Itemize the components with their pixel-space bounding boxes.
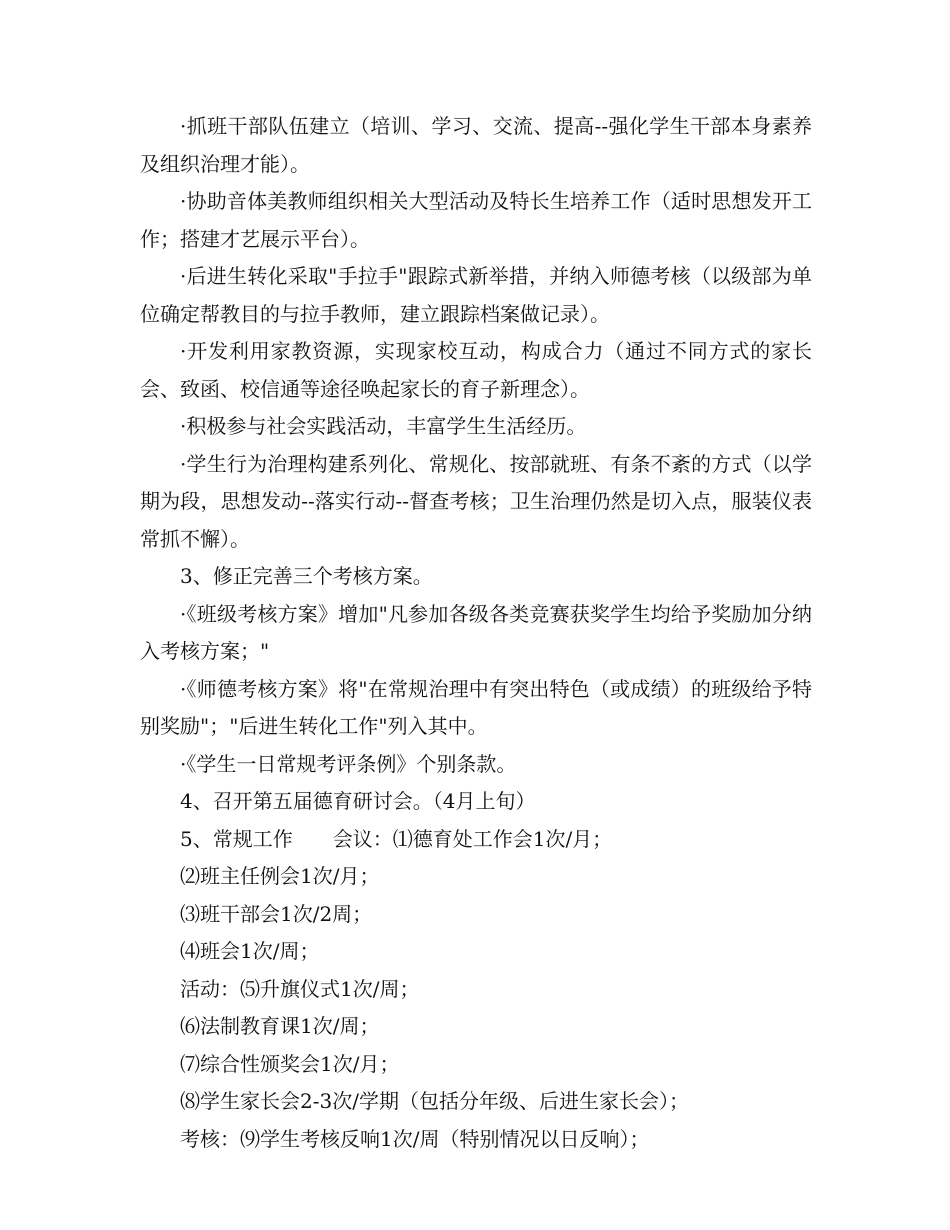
schedule-line-head-teacher-meeting: ⑵班主任例会1次/月； xyxy=(180,864,380,888)
schedule-line-routine-work: 5、常规工作 会议：⑴德育处工作会1次/月； xyxy=(180,826,613,851)
paragraph-cadre-building: ·抓班干部队伍建立（培训、学习、交流、提高--强化学生干部本身素养及组织治理才能）。 xyxy=(140,114,812,176)
schedule-line-legal-education: ⑹法制教育课1次/周； xyxy=(180,1014,380,1038)
paragraph-behavior-management: ·学生行为治理构建系列化、常规化、按部就班、有条不紊的方式（以学期为段，思想发动--落实行动--督查考核；卫生治理仍然是切入点，服装仪表常抓不懈）。 xyxy=(140,451,812,551)
schedule-line-cadre-meeting: ⑶班干部会1次/2周； xyxy=(180,901,373,926)
document-page xyxy=(140,108,812,1158)
schedule-line-award-ceremony: ⑺综合性颁奖会1次/月； xyxy=(180,1051,400,1076)
paragraph-section-3-heading: 3、修正完善三个考核方案。 xyxy=(180,564,433,588)
paragraph-student-transformation: ·后进生转化采取"手拉手"跟踪式新举措，并纳入师德考核（以级部为单位确定帮教目的与拉手教师，建立跟踪档案做记录）。 xyxy=(140,264,812,326)
paragraph-class-assessment: ·《班级考核方案》增加"凡参加各级各类竞赛获奖学生均给予奖励加分纳入考核方案；" xyxy=(140,601,812,663)
paragraph-section-4-seminar: 4、召开第五届德育研讨会。（4月上旬） xyxy=(180,789,536,813)
schedule-line-class-meeting: ⑷班会1次/周； xyxy=(180,939,320,963)
paragraph-daily-rules: ·《学生一日常规考评条例》个别条款。 xyxy=(180,751,517,776)
schedule-line-parent-meeting: ⑻学生家长会2-3次/学期（包括分年级、后进生家长会）； xyxy=(180,1089,689,1113)
schedule-line-student-assessment: 考核：⑼学生考核反响1次/周（特别情况以日反响）； xyxy=(180,1126,650,1151)
paragraph-arts-activities: ·协助音体美教师组织相关大型活动及特长生培养工作（适时思想发开工作；搭建才艺展示平台）。 xyxy=(140,189,812,251)
schedule-line-flag-ceremony: 活动：⑸升旗仪式1次/周； xyxy=(180,976,420,1001)
paragraph-family-education: ·开发利用家教资源，实现家校互动，构成合力（通过不同方式的家长会、致函、校信通等途径唤起家长的育子新理念）。 xyxy=(140,339,812,401)
paragraph-social-practice: ·积极参与社会实践活动，丰富学生生活经历。 xyxy=(180,414,587,438)
paragraph-teacher-ethics-assessment: ·《师德考核方案》将"在常规治理中有突出特色（或成绩）的班级给予特别奖励"；"后进生转化工作"列入其中。 xyxy=(140,676,812,738)
